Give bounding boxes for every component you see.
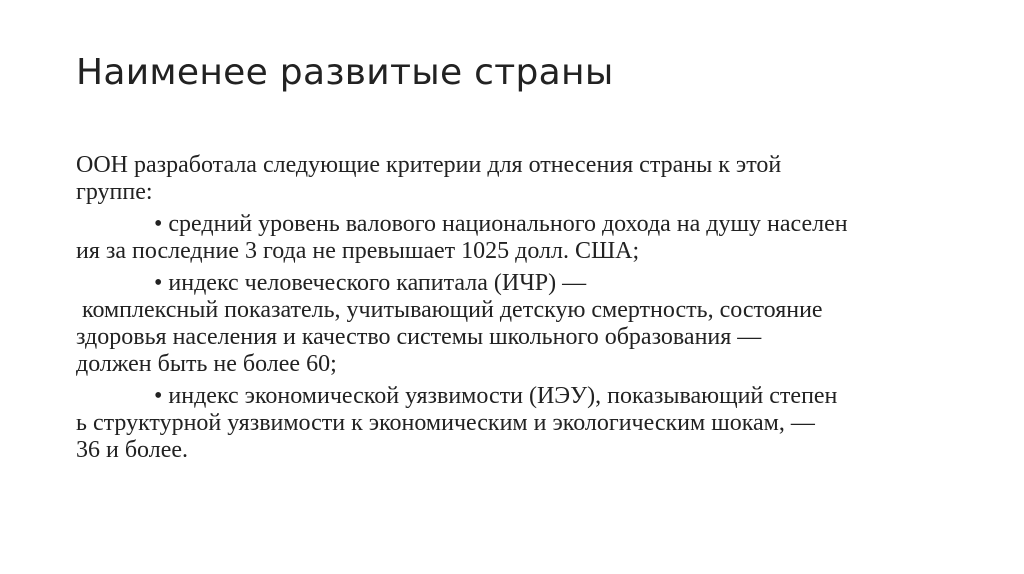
slide-title: Наименее развитые страны bbox=[76, 52, 614, 93]
bullet-line-first bbox=[76, 211, 976, 238]
bullet-line-first bbox=[76, 270, 976, 297]
bullet-line: ь структурной уязвимости к экономическим и экологическим шокам, — bbox=[76, 410, 815, 436]
bullet-line: должен быть не более 60; bbox=[76, 351, 337, 377]
bullet-text: • средний уровень валового национального дохода на душу населен bbox=[154, 211, 848, 237]
intro-line: ООН разработала следующие критерии для отнесения страны к этой bbox=[76, 152, 782, 178]
bullet-text: • индекс человеческого капитала (ИЧР) — bbox=[154, 270, 587, 296]
bullet-income bbox=[76, 211, 976, 265]
bullet-vulnerability bbox=[76, 383, 976, 464]
bullet-line: ия за последние 3 года не превышает 1025 долл. США; bbox=[76, 238, 640, 264]
bullet-human-capital bbox=[76, 270, 976, 378]
intro-paragraph bbox=[76, 152, 976, 206]
bullet-line: здоровья населения и качество системы школьного образования — bbox=[76, 324, 762, 350]
slide-body bbox=[76, 152, 976, 464]
intro-line: группе: bbox=[76, 179, 153, 205]
bullet-line: 36 и более. bbox=[76, 437, 189, 463]
bullet-line-first bbox=[76, 383, 976, 410]
bullet-line: комплексный показатель, учитывающий детскую смертность, состояние bbox=[76, 297, 823, 323]
bullet-text: • индекс экономической уязвимости (ИЭУ), показывающий степен bbox=[154, 383, 838, 409]
